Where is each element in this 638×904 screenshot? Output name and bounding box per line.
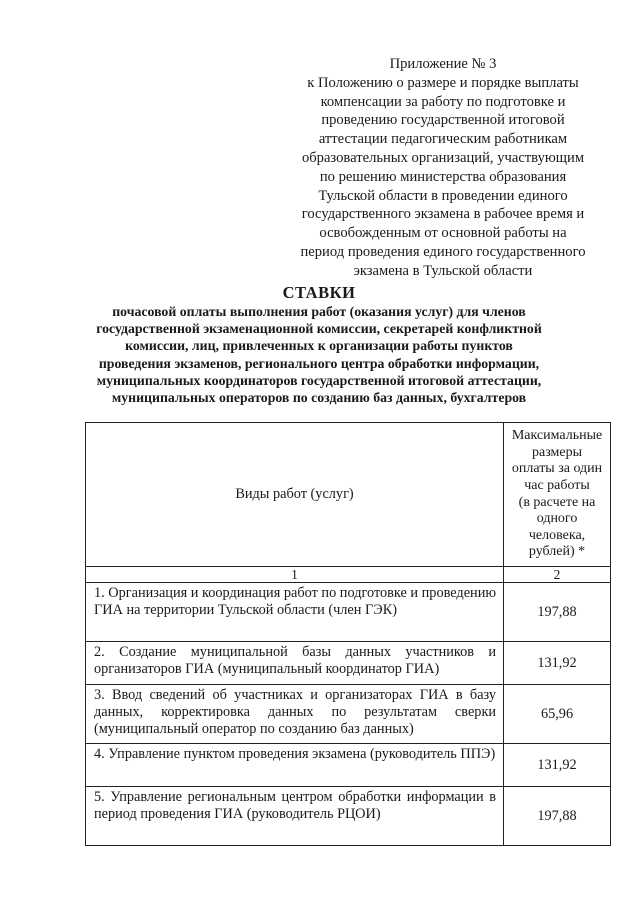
document-subtitle — [60, 303, 578, 406]
work-description: 1. Организация и координация работ по подготовке и проведению ГИА на территории Тульской области (член ГЭК) — [86, 583, 504, 642]
table-row — [86, 685, 611, 744]
header-rate-line: оплаты за один — [511, 461, 603, 477]
subtitle-line: почасовой оплаты выполнения работ (оказания услуг) для членов — [112, 304, 526, 319]
table-header-row — [86, 423, 611, 567]
appendix-heading — [286, 55, 600, 281]
header-rate-line: час работы — [524, 477, 590, 493]
subtitle-line: государственной экзаменационной комиссии, секретарей конфликтной — [96, 321, 542, 337]
header-rate-line: размеры — [532, 444, 583, 460]
header-max-rate — [504, 423, 611, 567]
work-description: 5. Управление региональным центром обработки информации в период проведения ГИА (руководитель РЦОИ) — [86, 787, 504, 846]
table-row — [86, 787, 611, 846]
header-rate-line: человека, — [528, 527, 586, 543]
rate-value: 131,92 — [504, 744, 611, 787]
table-row — [86, 583, 611, 642]
rate-value: 197,88 — [504, 787, 611, 846]
appendix-line: аттестации педагогическим работникам — [318, 131, 568, 148]
rates-table — [85, 422, 611, 846]
appendix-line: к Положению о размере и порядке выплаты — [307, 74, 579, 91]
header-rate-line: (в расчете на — [518, 494, 596, 510]
document-title: СТАВКИ — [282, 283, 356, 302]
rate-value: 197,88 — [504, 583, 611, 642]
table-row — [86, 642, 611, 685]
rate-value: 65,96 — [504, 685, 611, 744]
work-description: 2. Создание муниципальной базы данных участников и организаторов ГИА (муниципальный координатор ГИА) — [86, 642, 504, 685]
appendix-line: государственного экзамена в рабочее время и — [301, 206, 585, 223]
work-description: 3. Ввод сведений об участниках и организаторах ГИА в базу данных, корректировка данных по результатам сверки (муниципальный оператор по созданию баз данных) — [86, 685, 504, 744]
header-work-types: Виды работ (услуг) — [86, 423, 504, 567]
column-number-row — [86, 567, 611, 583]
appendix-line: Приложение № 3 — [389, 56, 497, 72]
header-rate-line: одного — [536, 511, 578, 527]
appendix-line: образовательных организаций, участвующим — [301, 149, 585, 166]
appendix-line: освобожденным от основной работы на — [319, 225, 567, 242]
table-row — [86, 744, 611, 787]
column-number: 2 — [504, 567, 611, 583]
rate-value: 131,92 — [504, 642, 611, 685]
appendix-line: экзамена в Тульской области — [353, 262, 533, 279]
column-number: 1 — [86, 567, 504, 583]
subtitle-line: комиссии, лиц, привлеченных к организации работы пунктов — [125, 338, 513, 354]
work-description: 4. Управление пунктом проведения экзамена (руководитель ППЭ) — [86, 744, 504, 787]
appendix-line: Тульской области в проведении единого — [318, 187, 568, 204]
header-rate-line: рублей) * — [528, 544, 586, 560]
header-rate-line: Максимальные — [511, 428, 603, 444]
subtitle-line: проведения экзаменов, регионального центра обработки информации, — [98, 355, 540, 371]
appendix-line: проведению государственной итоговой — [321, 112, 565, 129]
subtitle-line: муниципальных координаторов государственной итоговой аттестации, — [96, 372, 542, 388]
appendix-line: компенсации за работу по подготовке и — [320, 93, 566, 110]
appendix-line: период проведения единого государственного — [300, 243, 586, 260]
appendix-line: по решению министерства образования — [319, 168, 567, 185]
subtitle-line: муниципальных операторов по созданию баз данных, бухгалтеров — [111, 390, 527, 406]
